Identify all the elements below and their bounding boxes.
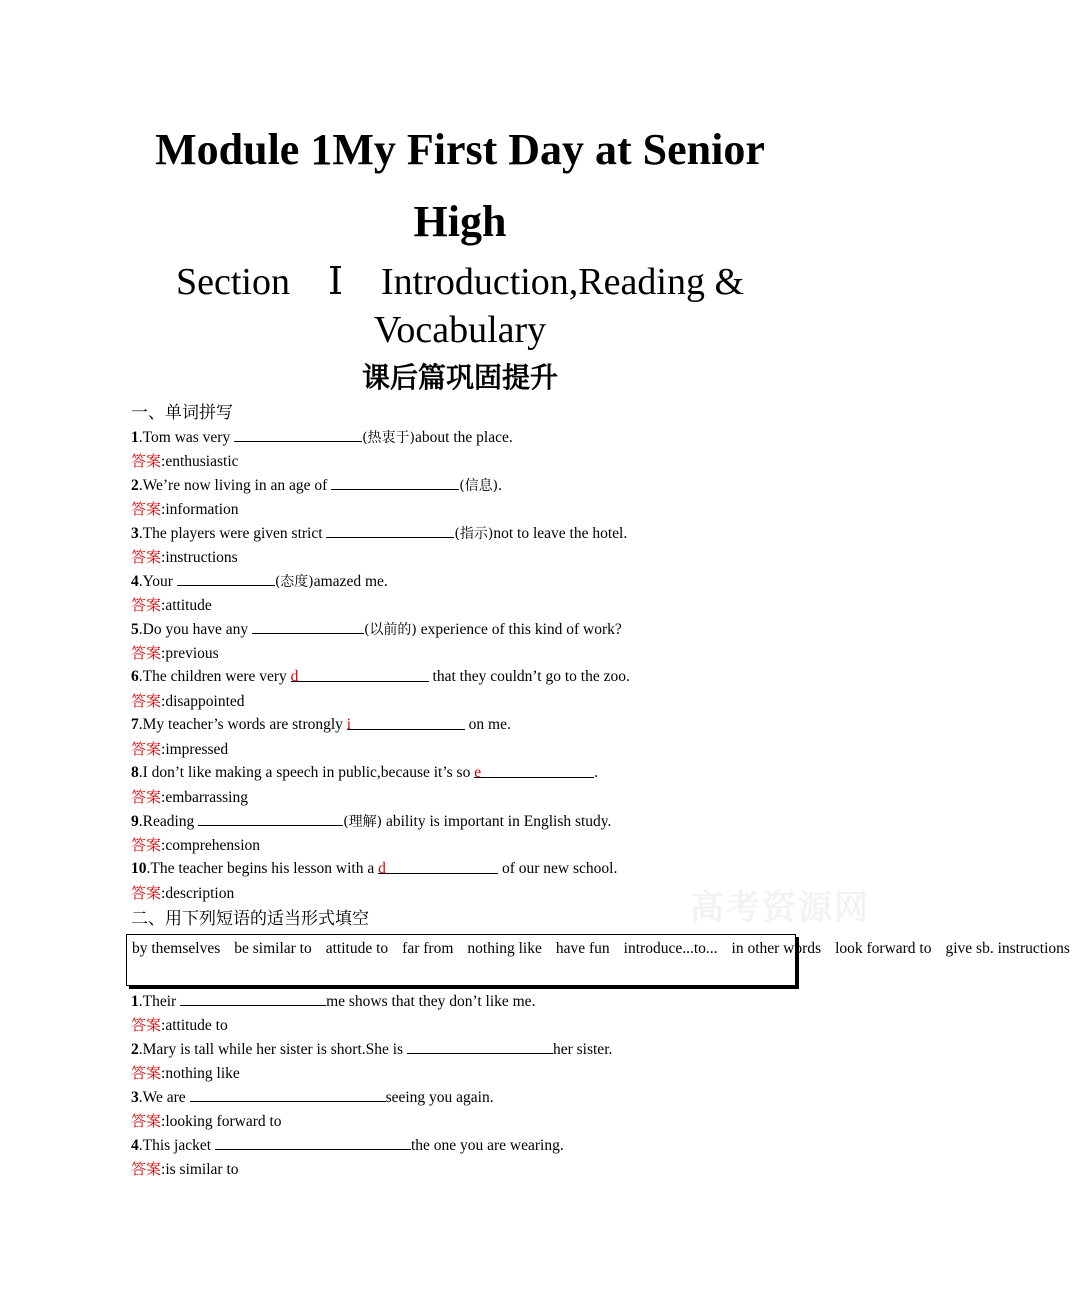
question-number: 5 (131, 621, 139, 638)
question-text: .Do you have any (138, 621, 252, 638)
section-title: Section Ⅰ Introduction,Reading & (175, 261, 745, 303)
question-text: that they couldn’t go to the zoo. (428, 668, 630, 685)
answer-text: :looking forward to (161, 1113, 282, 1130)
answer-label: 答案 (131, 788, 162, 806)
answer-3 (131, 546, 238, 569)
answer-blank (290, 666, 429, 685)
question-number: 1 (131, 993, 139, 1010)
question-2 (131, 474, 502, 497)
answer-text: :comprehension (161, 837, 261, 854)
phrase-question-2 (131, 1038, 612, 1061)
question-text: on me. (464, 716, 511, 733)
phrase-answer-4 (131, 1158, 239, 1181)
chinese-hint: (以前的) (363, 622, 417, 638)
phrase-answer-2 (131, 1062, 240, 1085)
phrase-item: nothing like (467, 940, 542, 957)
answer-blank (177, 570, 275, 586)
answer-blank (407, 1038, 553, 1054)
answer-7 (131, 738, 228, 761)
question-text: .We’re now living in an age of (138, 477, 332, 494)
question-number: 6 (131, 668, 139, 685)
question-text: amazed me. (313, 573, 388, 590)
answer-text: :is similar to (161, 1161, 239, 1178)
phrase-item: by themselves (132, 940, 221, 957)
question-text: about the place. (415, 429, 513, 446)
answer-label: 答案 (131, 500, 162, 518)
answer-blank (180, 990, 326, 1006)
answer-blank (234, 426, 362, 442)
answer-blank (215, 1134, 411, 1150)
phrase-item: in other words (731, 940, 822, 957)
question-text: .The children were very (138, 668, 291, 685)
answer-blank (326, 522, 454, 538)
answer-blank (190, 1086, 386, 1102)
question-number: 9 (131, 813, 139, 830)
answer-blank (346, 714, 465, 733)
question-text: .The players were given strict (138, 525, 327, 542)
answer-label: 答案 (131, 596, 162, 614)
question-text: .The teacher begins his lesson with a (146, 860, 379, 877)
question-text: .Your (138, 573, 177, 590)
question-6 (131, 666, 630, 688)
question-text: .Reading (138, 813, 199, 830)
answer-10 (131, 882, 234, 905)
answer-text: :nothing like (161, 1065, 240, 1082)
answer-blank (198, 810, 343, 826)
question-4 (131, 570, 388, 593)
phrase-answer-3 (131, 1110, 282, 1133)
answer-label: 答案 (131, 644, 162, 662)
question-number: 3 (131, 1089, 139, 1106)
answer-label: 答案 (131, 740, 162, 758)
question-9 (131, 810, 611, 833)
watermark: 高考资源网 (690, 888, 870, 928)
phrase-item: be similar to (234, 940, 312, 957)
question-number: 3 (131, 525, 139, 542)
letter-hint: e (474, 764, 482, 781)
answer-label: 答案 (131, 836, 162, 854)
question-text: experience of this kind of work? (416, 621, 622, 638)
answer-text: :attitude to (161, 1017, 228, 1034)
question-text: .My teacher’s words are strongly (138, 716, 347, 733)
question-text: of our new school. (498, 860, 618, 877)
question-text: her sister. (552, 1041, 613, 1058)
phrase-answer-1 (131, 1014, 228, 1037)
question-3 (131, 522, 627, 545)
phrase-item: look forward to (835, 940, 932, 957)
answer-text: :information (161, 501, 239, 518)
answer-label: 答案 (131, 548, 162, 566)
question-8 (131, 762, 598, 784)
section-title-line2: Vocabulary (373, 309, 547, 351)
question-text: . (594, 764, 599, 781)
question-10 (131, 858, 617, 880)
question-number: 8 (131, 764, 139, 781)
question-number: 4 (131, 1137, 139, 1154)
answer-blank (378, 858, 498, 877)
answer-8 (131, 786, 248, 809)
question-number: 2 (131, 1041, 139, 1058)
letter-hint: d (378, 860, 386, 877)
question-number: 2 (131, 477, 139, 494)
chinese-hint: (理解) (343, 814, 383, 830)
part1-heading: 一、单词拼写 (131, 403, 233, 423)
answer-2 (131, 498, 239, 521)
page-title-line2: High (413, 197, 507, 246)
answer-text: :description (161, 885, 235, 902)
chinese-hint: (热衷于) (362, 430, 416, 446)
answer-label: 答案 (131, 884, 162, 902)
answer-text: :enthusiastic (161, 453, 239, 470)
question-text: .This jacket (138, 1137, 215, 1154)
answer-text: :impressed (161, 741, 229, 758)
phrase-item: far from (402, 940, 454, 957)
question-text: .Mary is tall while her sister is short.She is (138, 1041, 407, 1058)
question-text: seeing you again. (385, 1089, 494, 1106)
part2-heading: 二、用下列短语的适当形式填空 (131, 909, 369, 929)
question-text: not to leave the hotel. (493, 525, 628, 542)
question-text: the one you are wearing. (410, 1137, 564, 1154)
phrase-question-4 (131, 1134, 564, 1157)
answer-1 (131, 450, 239, 473)
answer-blank (252, 618, 364, 634)
chinese-hint: (态度) (274, 574, 314, 590)
answer-text: :disappointed (161, 693, 245, 710)
question-text: .I don’t like making a speech in public,because it’s so (138, 764, 475, 781)
page-title: Module 1My First Day at Senior (155, 125, 765, 174)
letter-hint: d (290, 668, 299, 685)
question-text: ability is important in English study. (382, 813, 612, 830)
phrase-item: attitude to (325, 940, 389, 957)
chinese-hint: (信息) (459, 478, 499, 494)
answer-label: 答案 (131, 1112, 162, 1130)
question-text: .We are (138, 1089, 190, 1106)
question-number: 1 (131, 429, 139, 446)
phrase-item: give sb. instructions (945, 940, 1070, 957)
answer-blank (331, 474, 459, 490)
answer-blank (474, 762, 594, 781)
question-7 (131, 714, 511, 736)
answer-label: 答案 (131, 1016, 162, 1034)
answer-label: 答案 (131, 1064, 162, 1082)
question-number: 7 (131, 716, 139, 733)
subtitle-cn: 课后篇巩固提升 (361, 361, 558, 394)
phrase-question-1 (131, 990, 535, 1013)
answer-text: :attitude (161, 597, 212, 614)
letter-hint: i (346, 716, 352, 733)
answer-label: 答案 (131, 1160, 162, 1178)
answer-6 (131, 690, 245, 713)
answer-4 (131, 594, 212, 617)
phrase-question-3 (131, 1086, 494, 1109)
answer-text: :previous (161, 645, 219, 662)
question-text: . (498, 477, 503, 494)
question-number: 4 (131, 573, 139, 590)
question-number: 10 (131, 860, 147, 877)
phrase-item: have fun (555, 940, 610, 957)
answer-label: 答案 (131, 452, 162, 470)
phrase-bank (126, 934, 1070, 986)
question-1 (131, 426, 513, 449)
answer-text: :embarrassing (161, 789, 248, 806)
question-5 (131, 618, 622, 641)
question-text: .Their (138, 993, 181, 1010)
answer-text: :instructions (161, 549, 238, 566)
answer-5 (131, 642, 219, 665)
answer-9 (131, 834, 260, 857)
chinese-hint: (指示) (454, 526, 494, 542)
phrase-item: introduce...to... (623, 940, 718, 957)
question-text: .Tom was very (138, 429, 235, 446)
question-text: me shows that they don’t like me. (326, 993, 536, 1010)
answer-label: 答案 (131, 692, 162, 710)
